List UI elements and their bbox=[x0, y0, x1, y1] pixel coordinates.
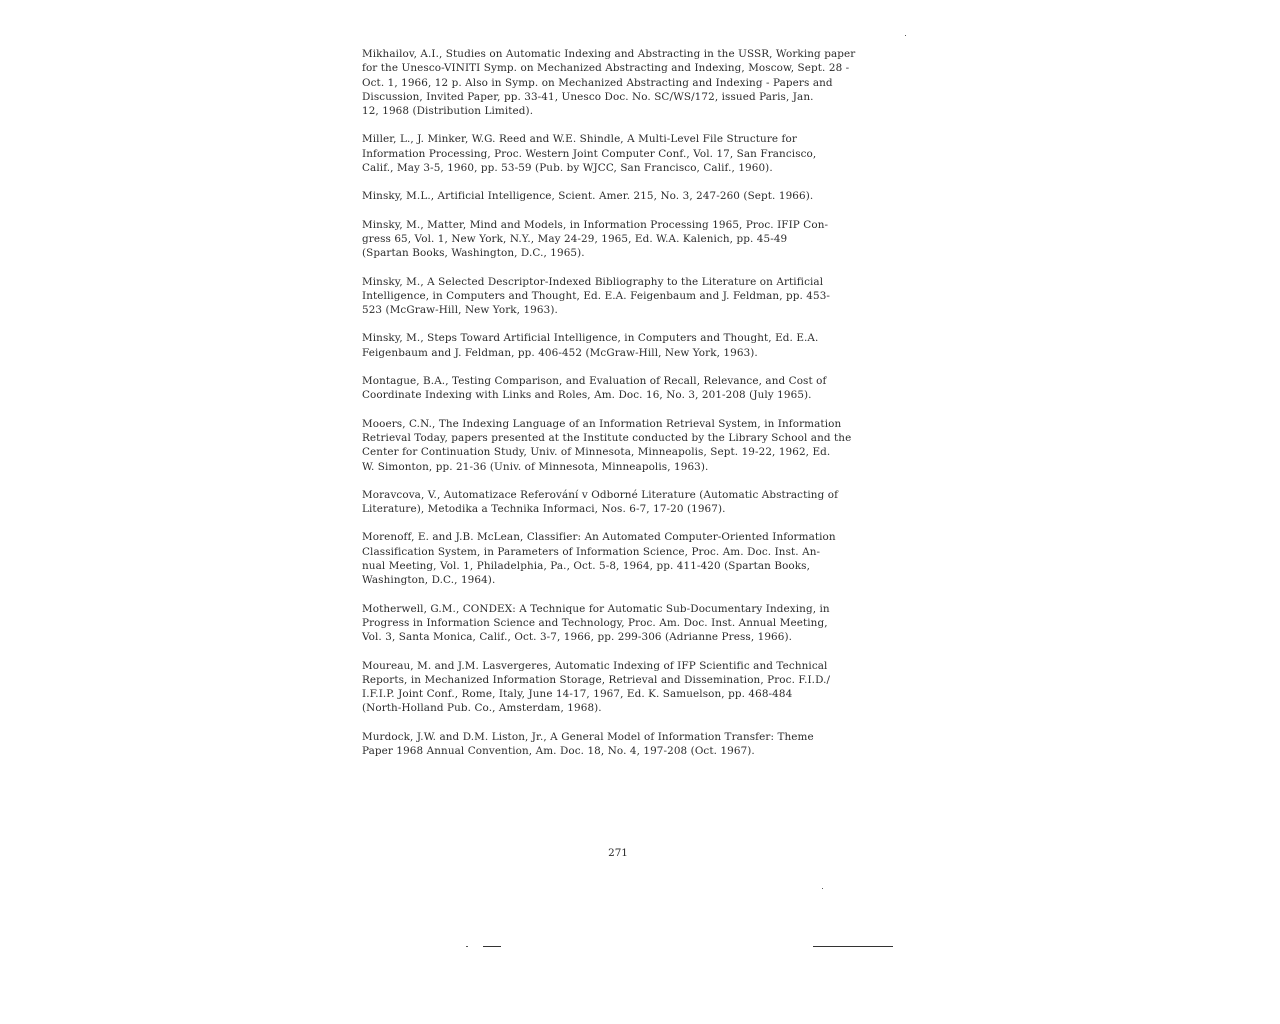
reference-line: I.F.I.P. Joint Conf., Rome, Italy, June 14-17, 1967, Ed. K. Samuelson, pp. 468-484 bbox=[362, 688, 793, 701]
reference-entry bbox=[362, 488, 877, 517]
reference-entry bbox=[362, 659, 877, 716]
page-number: 271 bbox=[608, 847, 628, 859]
reference-line: Moureau, M. and J.M. Lasvergeres, Automatic Indexing of IFP Scientific and Technical bbox=[362, 659, 828, 672]
reference-line: Minsky, M., Steps Toward Artificial Intelligence, in Computers and Thought, Ed. E.A. bbox=[362, 332, 819, 345]
reference-line: Motherwell, G.M., CONDEX: A Technique for Automatic Sub-Documentary Indexing, in bbox=[362, 602, 830, 615]
reference-line: Washington, D.C., 1964). bbox=[362, 574, 496, 587]
reference-line: Murdock, J.W. and D.M. Liston, Jr., A General Model of Information Transfer: Theme bbox=[362, 730, 814, 743]
reference-entry bbox=[362, 47, 877, 118]
reference-line: Retrieval Today, papers presented at the Institute conducted by the Library School and the bbox=[362, 431, 852, 444]
reference-entry bbox=[362, 331, 877, 360]
reference-line: Coordinate Indexing with Links and Roles, Am. Doc. 16, No. 3, 201-208 (July 1965). bbox=[362, 389, 812, 402]
reference-entry bbox=[362, 189, 877, 203]
reference-line: Mikhailov, A.I., Studies on Automatic Indexing and Abstracting in the USSR, Working paper bbox=[362, 48, 856, 60]
reference-line: 523 (McGraw-Hill, New York, 1963). bbox=[362, 304, 558, 317]
reference-entry bbox=[362, 275, 877, 318]
reference-line: Feigenbaum and J. Feldman, pp. 406-452 (McGraw-Hill, New York, 1963). bbox=[362, 346, 758, 359]
reference-line: Literature), Metodika a Technika Informaci, Nos. 6-7, 17-20 (1967). bbox=[362, 503, 726, 516]
reference-line: Reports, in Mechanized Information Storage, Retrieval and Dissemination, Proc. F.I.D./ bbox=[362, 673, 831, 686]
reference-line: for the Unesco-VINITI Symp. on Mechanized Abstracting and Indexing, Moscow, Sept. 28 - bbox=[362, 62, 850, 75]
reference-line: Calif., May 3-5, 1960, pp. 53-59 (Pub. by WJCC, San Francisco, Calif., 1960). bbox=[362, 162, 773, 175]
reference-line: Center for Continuation Study, Univ. of Minnesota, Minneapolis, Sept. 19-22, 1962, Ed. bbox=[362, 446, 831, 459]
reference-line: Minsky, M., A Selected Descriptor-Indexed Bibliography to the Literature on Artificial bbox=[362, 275, 824, 288]
reference-line: (North-Holland Pub. Co., Amsterdam, 1968). bbox=[362, 702, 602, 715]
reference-line: 12, 1968 (Distribution Limited). bbox=[362, 105, 534, 118]
reference-entry bbox=[362, 730, 877, 759]
scan-speck bbox=[905, 35, 906, 36]
reference-line: Moravcova, V., Automatizace Referování v Odborné Literature (Automatic Abstracting of bbox=[362, 488, 839, 501]
reference-line: Miller, L., J. Minker, W.G. Reed and W.E. Shindle, A Multi-Level File Structure for bbox=[362, 133, 797, 146]
reference-entry bbox=[362, 218, 877, 261]
reference-line: W. Simonton, pp. 21-36 (Univ. of Minnesota, Minneapolis, 1963). bbox=[362, 460, 709, 473]
reference-line: Minsky, M.L., Artificial Intelligence, Scient. Amer. 215, No. 3, 247-260 (Sept. 1966). bbox=[362, 190, 814, 203]
reference-line: Mooers, C.N., The Indexing Language of an Information Retrieval System, in Information bbox=[362, 417, 842, 430]
scan-speck bbox=[466, 946, 468, 947]
reference-line: Classification System, in Parameters of Information Science, Proc. Am. Doc. Inst. An- bbox=[362, 545, 821, 558]
reference-list bbox=[362, 47, 877, 772]
reference-line: (Spartan Books, Washington, D.C., 1965). bbox=[362, 247, 585, 260]
reference-line: Information Processing, Proc. Western Joint Computer Conf., Vol. 17, San Francisco, bbox=[362, 147, 817, 160]
reference-line: Discussion, Invited Paper, pp. 33-41, Unesco Doc. No. SC/WS/172, issued Paris, Jan. bbox=[362, 90, 814, 103]
reference-entry bbox=[362, 530, 877, 587]
reference-entry bbox=[362, 417, 877, 474]
reference-entry bbox=[362, 132, 877, 175]
reference-entry bbox=[362, 602, 877, 645]
reference-line: Paper 1968 Annual Convention, Am. Doc. 18, No. 4, 197-208 (Oct. 1967). bbox=[362, 744, 755, 757]
reference-line: Morenoff, E. and J.B. McLean, Classifier: An Automated Computer-Oriented Information bbox=[362, 531, 836, 544]
reference-line: Montague, B.A., Testing Comparison, and Evaluation of Recall, Relevance, and Cost of bbox=[362, 375, 827, 388]
reference-line: Intelligence, in Computers and Thought, Ed. E.A. Feigenbaum and J. Feldman, pp. 453- bbox=[362, 289, 831, 302]
scan-rule bbox=[813, 946, 893, 947]
scan-rule bbox=[483, 946, 501, 947]
reference-line: Vol. 3, Santa Monica, Calif., Oct. 3-7, 1966, pp. 299-306 (Adrianne Press, 1966). bbox=[362, 631, 793, 644]
reference-line: gress 65, Vol. 1, New York, N.Y., May 24-29, 1965, Ed. W.A. Kalenich, pp. 45-49 bbox=[362, 232, 788, 245]
scan-speck bbox=[822, 888, 823, 889]
reference-line: Oct. 1, 1966, 12 p. Also in Symp. on Mechanized Abstracting and Indexing - Papers and bbox=[362, 76, 833, 89]
reference-line: nual Meeting, Vol. 1, Philadelphia, Pa., Oct. 5-8, 1964, pp. 411-420 (Spartan Books, bbox=[362, 560, 811, 573]
reference-entry bbox=[362, 374, 877, 403]
reference-line: Minsky, M., Matter, Mind and Models, in Information Processing 1965, Proc. IFIP Con- bbox=[362, 218, 829, 231]
reference-line: Progress in Information Science and Technology, Proc. Am. Doc. Inst. Annual Meeting, bbox=[362, 616, 828, 629]
